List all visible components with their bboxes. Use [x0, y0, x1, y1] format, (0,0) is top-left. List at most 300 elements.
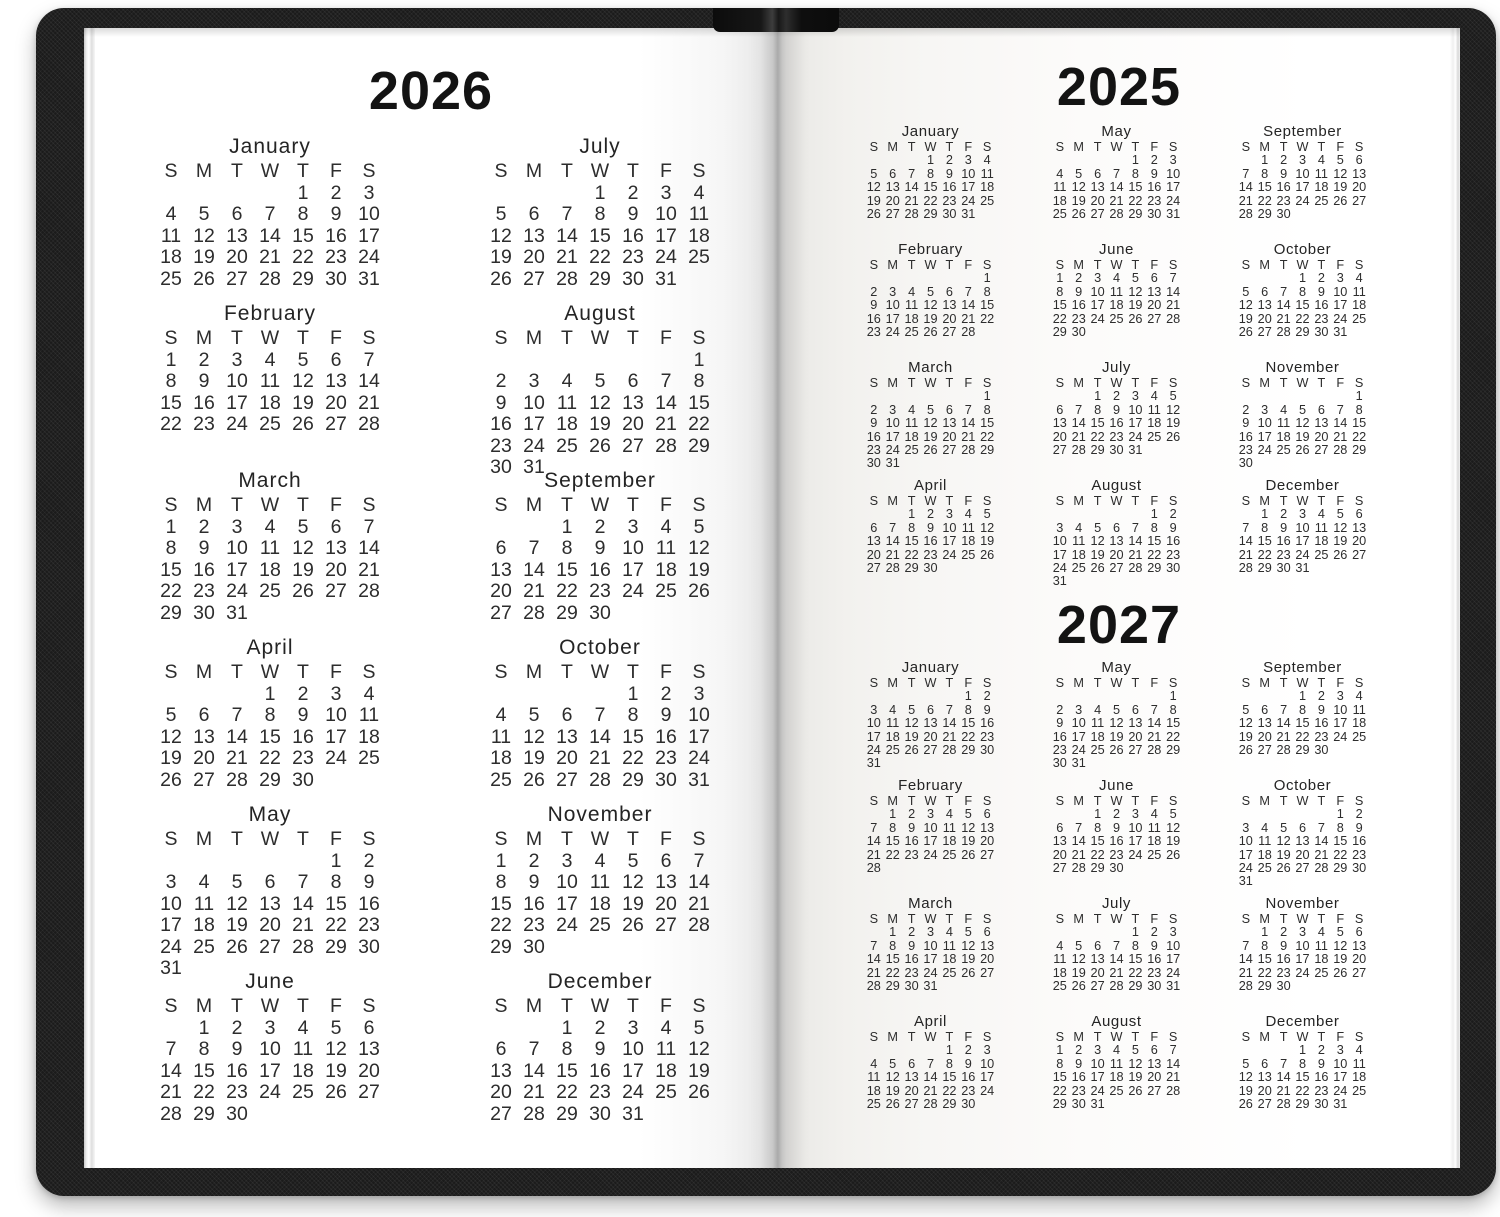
day-cell: 1	[561, 515, 573, 538]
day-cell: 19	[961, 834, 976, 849]
day-cell: 27	[193, 768, 215, 791]
day-cell-empty	[1050, 389, 1069, 402]
day-cell: 24	[1295, 965, 1310, 980]
weekday-header-cell: F	[964, 258, 973, 272]
day-cell: 13	[490, 1059, 512, 1082]
weekday-header-cell: F	[1336, 494, 1345, 508]
day-cell: 10	[556, 871, 578, 893]
day-cell: 13	[358, 1038, 380, 1060]
day-cell: 14	[1128, 534, 1143, 549]
day-cell-empty	[1312, 456, 1331, 469]
day-cell: 26	[325, 1081, 347, 1103]
weekday-header-cell: S	[164, 995, 178, 1017]
day-cell-empty	[864, 689, 883, 702]
day-cell-empty	[221, 850, 254, 872]
day-cell: 22	[259, 747, 281, 769]
day-cell: 21	[1128, 547, 1143, 562]
day-cell: 13	[1052, 416, 1067, 431]
day-cell: 20	[1090, 965, 1105, 980]
day-cell: 14	[358, 370, 380, 392]
day-cell: 6	[1056, 820, 1064, 835]
day-cell: 24	[1090, 311, 1105, 326]
day-cell: 4	[870, 1056, 878, 1071]
day-cell: 9	[594, 1038, 606, 1060]
weekday-header-cell: W	[590, 494, 610, 516]
day-cell: 16	[1314, 298, 1329, 313]
day-cell: 23	[1166, 547, 1181, 562]
day-cell: 23	[904, 847, 919, 862]
day-cell: 2	[528, 849, 540, 872]
day-cell: 10	[885, 298, 900, 313]
day-cell: 10	[1238, 834, 1253, 849]
day-cell-empty	[650, 1103, 683, 1125]
day-cell: 26	[622, 914, 644, 936]
day-cell-empty	[978, 456, 997, 469]
day-cell: 11	[1352, 1056, 1366, 1071]
weekday-header-cell: W	[1110, 676, 1123, 690]
day-cell: 8	[1094, 820, 1102, 835]
month-april	[148, 635, 392, 802]
day-cell: 6	[1094, 166, 1102, 181]
month-february	[842, 777, 1019, 895]
day-cell: 26	[1333, 965, 1348, 980]
left-page	[84, 28, 778, 1168]
day-cell: 31	[1166, 206, 1181, 221]
day-cell: 28	[1128, 560, 1143, 575]
day-cell: 24	[923, 847, 938, 862]
day-cell-empty	[1145, 574, 1164, 587]
day-cell-empty	[1350, 874, 1369, 887]
day-cell: 13	[1052, 834, 1067, 849]
day-cell: 20	[655, 892, 677, 915]
day-cell: 2	[908, 807, 916, 822]
day-cell-empty	[921, 756, 940, 769]
weekday-header-cell: W	[1296, 676, 1309, 690]
day-cell: 11	[589, 871, 611, 893]
weekday-header-cell: M	[195, 160, 213, 182]
day-cell-empty	[1069, 153, 1088, 166]
month-title: October	[1273, 241, 1332, 258]
day-cell: 28	[1109, 978, 1124, 993]
day-cell-empty	[1331, 456, 1350, 469]
day-cell: 8	[889, 820, 897, 835]
weekday-header-cell: M	[887, 676, 898, 690]
day-cell: 20	[226, 246, 248, 268]
day-cell: 15	[1333, 834, 1348, 849]
day-cell: 15	[1090, 416, 1105, 431]
day-cell: 17	[688, 725, 710, 748]
weekday-header-cell: M	[887, 494, 898, 508]
day-cell: 10	[942, 520, 957, 535]
weekday-header-cell: S	[692, 327, 706, 349]
month-title: April	[913, 1013, 947, 1030]
day-cell: 18	[1314, 534, 1329, 549]
weekday-header-cell: T	[1131, 912, 1140, 926]
day-cell: 27	[1090, 206, 1105, 221]
day-cell: 14	[1166, 1056, 1181, 1071]
day-cell: 19	[226, 914, 248, 936]
day-cell: 8	[1056, 284, 1064, 299]
day-cell: 25	[1147, 847, 1162, 862]
day-cell: 23	[589, 580, 611, 602]
day-cell: 6	[660, 849, 672, 872]
day-cell: 22	[490, 914, 512, 936]
weekday-header-cell: T	[231, 661, 243, 683]
day-cell: 21	[556, 246, 578, 268]
day-cell: 14	[1109, 952, 1124, 967]
weekday-header-cell: T	[907, 258, 916, 272]
day-cell: 3	[627, 515, 639, 538]
day-cell: 18	[1109, 298, 1124, 313]
day-cell: 19	[1071, 965, 1086, 980]
day-cell: 17	[1166, 952, 1181, 967]
day-cell: 22	[885, 965, 900, 980]
month-grid	[1028, 676, 1205, 770]
day-cell: 31	[655, 267, 677, 290]
day-cell: 14	[1276, 298, 1291, 313]
day-cell: 27	[523, 267, 545, 290]
day-cell: 23	[193, 580, 215, 602]
day-cell: 27	[655, 914, 677, 936]
day-cell: 17	[655, 224, 677, 247]
day-cell: 14	[160, 1059, 182, 1082]
day-cell: 8	[1094, 402, 1102, 417]
day-cell: 21	[1109, 965, 1124, 980]
weekday-header-cell: S	[1168, 376, 1178, 390]
month-title: November	[1265, 895, 1340, 912]
day-cell: 8	[1298, 1056, 1307, 1071]
day-cell: 21	[358, 558, 380, 581]
day-cell: 6	[1355, 925, 1363, 940]
day-cell: 31	[1128, 442, 1143, 457]
day-cell: 25	[942, 965, 957, 980]
day-cell: 26	[490, 267, 512, 290]
day-cell-empty	[1350, 456, 1369, 469]
day-cell-empty	[320, 769, 353, 791]
day-cell-empty	[1164, 574, 1183, 587]
weekday-header-cell: T	[1093, 258, 1102, 272]
day-cell: 27	[622, 434, 644, 457]
day-cell: 2	[983, 689, 991, 704]
day-cell: 8	[1298, 284, 1307, 299]
day-cell: 12	[1333, 938, 1348, 953]
day-cell-empty	[518, 516, 551, 538]
day-cell: 3	[330, 682, 342, 705]
day-cell: 29	[923, 206, 938, 221]
day-cell-empty	[1331, 874, 1350, 887]
day-cell: 17	[1071, 729, 1086, 744]
day-cell: 9	[1280, 520, 1288, 535]
day-cell: 2	[964, 1043, 972, 1058]
weekday-header-cell: F	[660, 494, 672, 516]
month-grid	[148, 828, 392, 979]
day-cell: 27	[325, 413, 347, 435]
weekday-header-cell: T	[627, 828, 639, 850]
day-cell: 20	[1109, 547, 1124, 562]
weekday-header-cell: T	[297, 828, 309, 850]
day-cell: 4	[198, 871, 210, 893]
day-cell: 14	[1276, 1070, 1291, 1085]
day-cell: 19	[1109, 729, 1124, 744]
day-cell: 4	[908, 402, 916, 417]
day-cell: 17	[980, 1070, 995, 1085]
day-cell: 6	[983, 807, 991, 822]
day-cell: 28	[1071, 442, 1086, 457]
day-cell: 27	[885, 206, 900, 221]
day-cell-empty	[940, 456, 959, 469]
day-cell-empty	[1350, 979, 1369, 992]
day-cell: 28	[1166, 1083, 1181, 1098]
day-cell: 27	[1352, 547, 1367, 562]
weekday-header-cell: S	[692, 494, 706, 516]
day-cell: 14	[885, 534, 900, 549]
day-cell-empty	[1069, 925, 1088, 938]
day-cell-empty	[1331, 743, 1350, 756]
weekday-header-cell: M	[1073, 912, 1084, 926]
weekday-header-cell: F	[1150, 676, 1159, 690]
day-cell: 23	[358, 914, 380, 936]
day-cell: 15	[942, 1070, 957, 1085]
day-cell: 11	[1053, 952, 1067, 967]
day-cell: 30	[1276, 978, 1291, 993]
day-cell: 14	[1238, 534, 1253, 549]
weekday-header-cell: S	[1241, 258, 1251, 272]
day-cell: 30	[358, 935, 380, 958]
weekday-header-cell: S	[1168, 912, 1178, 926]
day-cell: 9	[983, 702, 991, 717]
day-cell: 1	[561, 1016, 573, 1039]
month-title: April	[913, 477, 947, 494]
day-cell: 19	[1166, 416, 1181, 431]
weekday-header-cell: S	[1168, 1030, 1178, 1044]
day-cell: 14	[1071, 834, 1086, 849]
day-cell: 25	[160, 267, 182, 290]
month-february	[842, 241, 1019, 359]
weekday-header-cell: T	[907, 794, 916, 808]
day-cell-empty	[485, 1017, 518, 1039]
day-cell: 10	[1333, 702, 1348, 717]
day-cell: 30	[942, 206, 957, 221]
day-cell: 22	[980, 311, 995, 326]
day-cell-empty	[1274, 456, 1293, 469]
day-cell: 19	[325, 1059, 347, 1082]
day-cell: 6	[1131, 702, 1139, 717]
day-cell: 16	[1314, 1070, 1329, 1085]
weekday-header-cell: S	[692, 160, 706, 182]
day-cell-empty	[1126, 325, 1145, 338]
day-cell: 7	[870, 938, 878, 953]
day-cell: 6	[945, 402, 953, 417]
day-cell: 31	[688, 768, 710, 791]
month-title: November	[547, 803, 653, 826]
weekday-header-cell: W	[590, 661, 610, 683]
day-cell: 29	[160, 601, 182, 624]
day-cell: 14	[961, 416, 976, 431]
day-cell: 7	[1280, 1056, 1288, 1071]
day-cell: 4	[693, 181, 705, 204]
day-cell: 4	[1075, 520, 1083, 535]
day-cell: 8	[983, 284, 991, 299]
day-cell: 28	[904, 206, 919, 221]
day-cell-empty	[1088, 325, 1107, 338]
day-cell: 4	[1112, 1043, 1121, 1058]
day-cell: 14	[1109, 180, 1124, 195]
day-cell: 3	[1169, 925, 1177, 940]
weekday-header-cell: S	[982, 376, 992, 390]
day-cell: 14	[523, 558, 545, 581]
day-cell: 31	[1295, 560, 1310, 575]
day-cell: 12	[292, 537, 314, 559]
day-cell-empty	[1145, 325, 1164, 338]
weekday-header-cell: W	[260, 828, 280, 850]
weekday-header-cell: W	[1296, 794, 1309, 808]
day-cell: 13	[655, 871, 677, 893]
weekday-header-cell: M	[1073, 676, 1084, 690]
day-cell: 15	[1352, 416, 1367, 431]
day-cell: 30	[904, 978, 919, 993]
day-cell: 20	[942, 429, 957, 444]
day-cell: 27	[490, 1102, 512, 1125]
day-cell: 4	[495, 704, 507, 726]
day-cell: 22	[1257, 965, 1272, 980]
day-cell: 28	[226, 768, 248, 791]
weekday-header-cell: M	[1259, 912, 1270, 926]
day-cell: 7	[1075, 820, 1083, 835]
day-cell: 7	[964, 402, 972, 417]
day-cell: 14	[556, 224, 578, 247]
day-cell: 18	[904, 311, 919, 326]
day-cell: 18	[1147, 416, 1162, 431]
day-cell: 25	[942, 847, 957, 862]
month-grid	[842, 376, 1019, 470]
day-cell: 9	[1317, 1056, 1325, 1071]
day-cell-empty	[1050, 153, 1069, 166]
day-cell: 18	[1257, 847, 1272, 862]
day-cell-empty	[940, 689, 959, 702]
day-cell: 9	[926, 520, 935, 535]
weekday-header-cell: M	[887, 1030, 898, 1044]
day-cell: 28	[1276, 742, 1291, 757]
day-cell: 20	[1052, 429, 1067, 444]
day-cell: 11	[1109, 284, 1124, 299]
day-cell: 31	[961, 206, 976, 221]
day-cell: 25	[655, 1081, 677, 1103]
weekday-header-cell: M	[525, 494, 543, 516]
day-cell: 27	[980, 847, 995, 862]
month-title: February	[223, 302, 317, 325]
day-cell: 26	[1166, 429, 1181, 444]
day-cell: 7	[231, 704, 243, 726]
day-cell-empty	[1236, 507, 1255, 520]
day-cell: 30	[980, 742, 995, 757]
day-cell: 21	[523, 1081, 545, 1103]
day-cell: 23	[904, 965, 919, 980]
day-cell-empty	[1331, 561, 1350, 574]
day-cell: 14	[942, 716, 957, 731]
day-cell: 14	[523, 1059, 545, 1082]
month-january	[148, 134, 392, 301]
weekday-header-cell: S	[1241, 794, 1251, 808]
day-cell: 18	[259, 558, 281, 581]
day-cell: 23	[961, 1083, 976, 1098]
month-may	[1028, 123, 1205, 241]
day-cell: 7	[693, 849, 705, 872]
month-grid	[478, 494, 722, 623]
day-cell: 13	[490, 558, 512, 581]
day-cell: 17	[1090, 1070, 1105, 1085]
day-cell: 21	[589, 747, 611, 769]
weekday-header-cell: T	[297, 327, 309, 349]
day-cell: 4	[1094, 702, 1102, 717]
weekday-header-cell: S	[1354, 376, 1364, 390]
spine-notch	[713, 8, 839, 32]
day-cell: 1	[964, 689, 972, 704]
day-cell-empty	[1293, 874, 1312, 887]
day-cell: 6	[889, 166, 897, 181]
weekday-header-cell: F	[964, 1030, 973, 1044]
day-cell: 15	[622, 725, 644, 748]
day-cell: 17	[923, 834, 938, 849]
day-cell: 6	[1355, 507, 1363, 522]
day-cell: 15	[1090, 834, 1105, 849]
day-cell-empty	[221, 182, 254, 204]
day-cell: 14	[655, 391, 677, 414]
day-cell-empty	[353, 1103, 386, 1125]
day-cell-empty	[978, 207, 997, 220]
weekday-header-cell: F	[330, 828, 342, 850]
day-cell: 2	[1150, 153, 1158, 168]
day-cell: 19	[193, 246, 215, 268]
day-cell: 3	[983, 1043, 991, 1058]
month-title: March	[238, 469, 302, 492]
day-cell: 12	[1109, 716, 1124, 731]
day-cell: 23	[1314, 1083, 1329, 1098]
day-cell: 1	[889, 925, 897, 940]
day-cell: 23	[1238, 442, 1253, 457]
month-grid	[842, 1030, 1019, 1110]
day-cell-empty	[1088, 153, 1107, 166]
day-cell: 27	[1352, 965, 1367, 980]
day-cell: 25	[1314, 193, 1329, 208]
weekday-header-cell: T	[1317, 494, 1326, 508]
day-cell-empty	[921, 861, 940, 874]
day-cell: 5	[330, 1016, 342, 1039]
day-cell-empty	[883, 861, 902, 874]
day-cell: 5	[1298, 402, 1307, 417]
day-cell: 9	[1075, 284, 1083, 299]
day-cell: 29	[1128, 978, 1143, 993]
day-cell-empty	[1050, 925, 1069, 938]
day-cell: 24	[1295, 193, 1310, 208]
weekday-header-cell: T	[1093, 912, 1102, 926]
day-cell-empty	[959, 456, 978, 469]
day-cell: 9	[1242, 416, 1250, 431]
day-cell: 10	[523, 391, 545, 414]
weekday-header-cell: M	[195, 661, 213, 683]
day-cell: 10	[1166, 166, 1181, 181]
day-cell: 18	[885, 729, 900, 744]
day-cell: 12	[885, 1070, 900, 1085]
day-cell-empty	[940, 756, 959, 769]
day-cell: 2	[870, 284, 878, 299]
day-cell: 8	[926, 166, 935, 181]
month-august	[478, 301, 722, 478]
day-cell-empty	[902, 271, 921, 284]
weekday-header-cell: T	[945, 494, 954, 508]
weekday-header-cell: S	[1354, 140, 1364, 154]
right-page	[778, 28, 1460, 1168]
day-cell-empty	[188, 182, 221, 204]
